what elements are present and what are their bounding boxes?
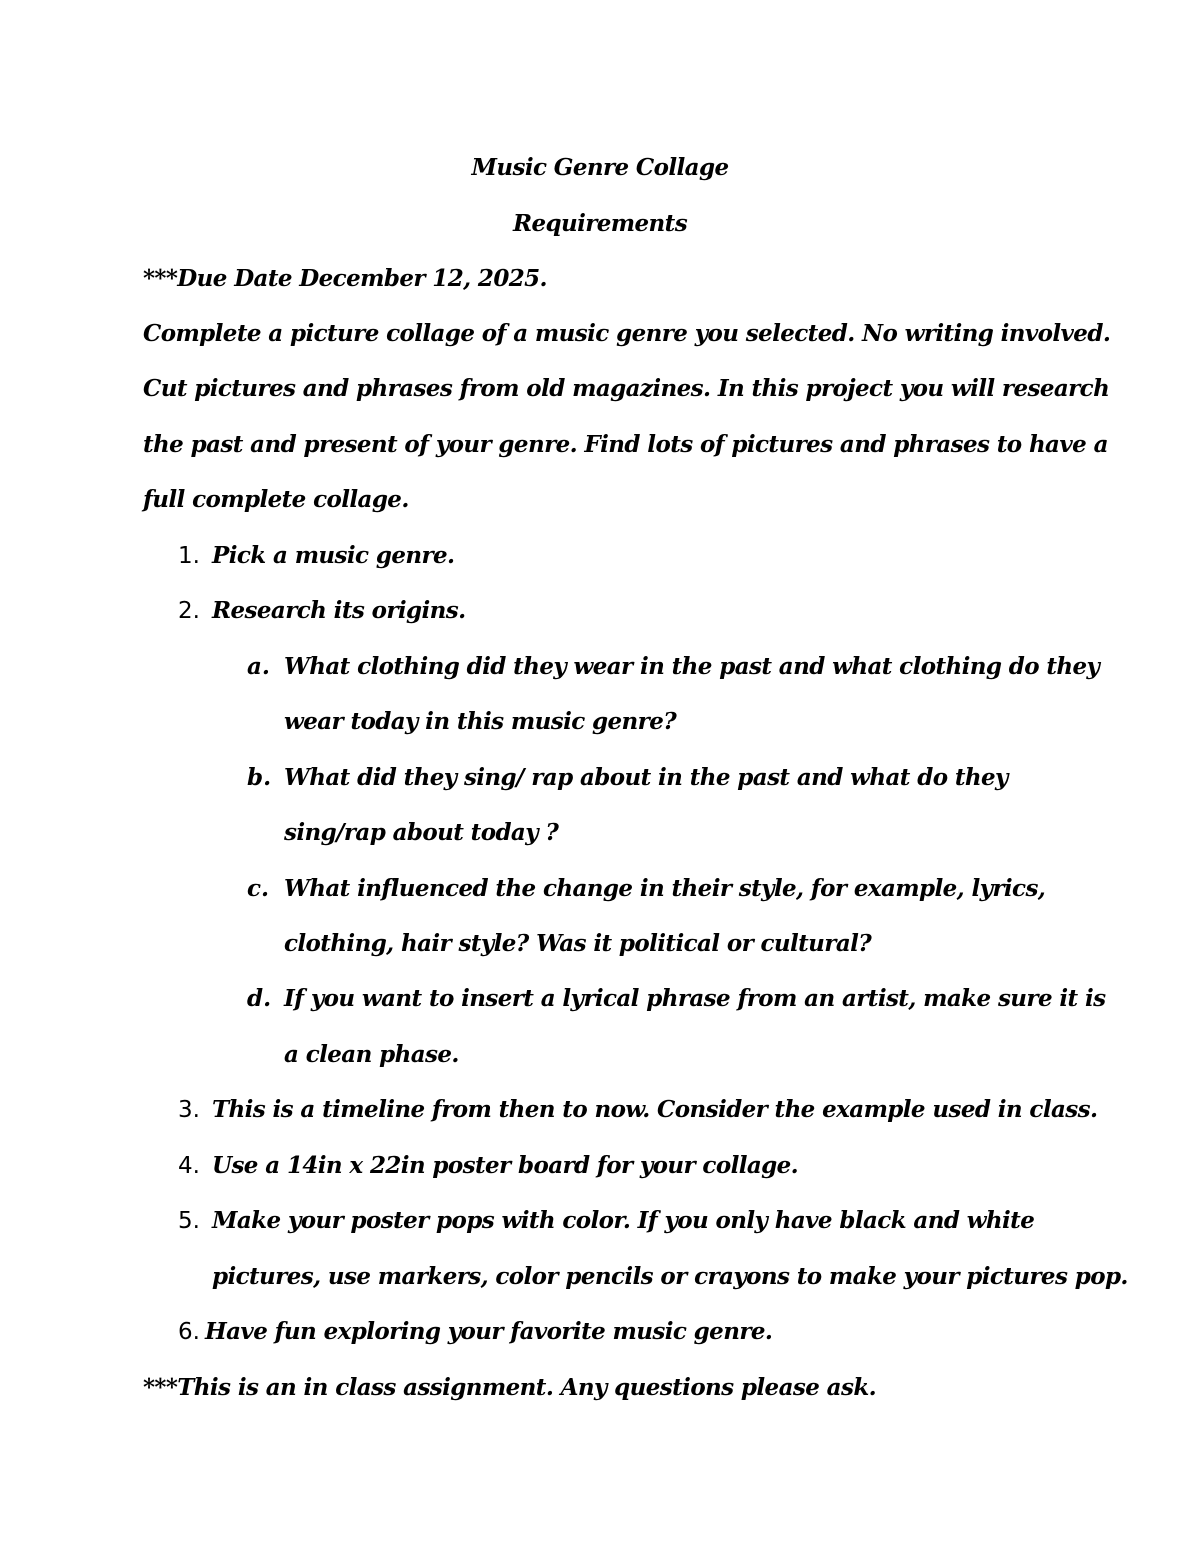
item-text: Use a 14in x 22in poster board for your collage.	[212, 1152, 799, 1179]
item-number: 5.	[178, 1208, 200, 1234]
item-number: 1.	[178, 543, 200, 569]
item-number: 2.	[178, 598, 200, 624]
intro-line: the past and present of your genre. Find lots of pictures and phrases to have a	[143, 431, 1108, 458]
document-subtitle: Requirements	[512, 210, 688, 237]
subitem-letter: a.	[247, 653, 270, 680]
item-number: 3.	[178, 1097, 200, 1123]
subitem-text: What influenced the change in their style, for example, lyrics,	[284, 875, 1046, 902]
document-title: Music Genre Collage	[471, 154, 729, 181]
subitem-text: wear today in this music genre?	[284, 708, 677, 735]
item-text: Have fun exploring your favorite music genre.	[205, 1318, 773, 1345]
item-number: 6.	[178, 1319, 200, 1345]
subitem-text: clothing, hair style? Was it political or cultural?	[284, 930, 872, 957]
closing-note: ***This is an in class assignment. Any questions please ask.	[143, 1374, 877, 1401]
subitem-text: If you want to insert a lyrical phrase from an artist, make sure it is	[284, 985, 1106, 1012]
subitem-letter: d.	[247, 985, 272, 1012]
item-text: Research its origins.	[212, 597, 466, 624]
item-text: pictures, use markers, color pencils or crayons to make your pictures pop.	[212, 1263, 1128, 1290]
subitem-text: What did they sing/ rap about in the past and what do they	[284, 764, 1008, 791]
subitem-text: What clothing did they wear in the past and what clothing do they	[284, 653, 1100, 680]
subitem-letter: b.	[247, 764, 272, 791]
subitem-text: sing/rap about today ?	[284, 819, 559, 846]
item-number: 4.	[178, 1153, 200, 1179]
item-text: Pick a music genre.	[212, 542, 455, 569]
item-text: Make your poster pops with color. If you only have black and white	[212, 1207, 1035, 1234]
subitem-text: a clean phase.	[284, 1041, 459, 1068]
item-text: This is a timeline from then to now. Consider the example used in class.	[212, 1096, 1098, 1123]
intro-line: Cut pictures and phrases from old magazines. In this project you will research	[143, 375, 1110, 402]
due-date: ***Due Date December 12, 2025.	[143, 265, 547, 292]
intro-line: Complete a picture collage of a music genre you selected. No writing involved.	[143, 320, 1111, 347]
subitem-letter: c.	[247, 875, 270, 902]
intro-line: full complete collage.	[143, 486, 409, 513]
